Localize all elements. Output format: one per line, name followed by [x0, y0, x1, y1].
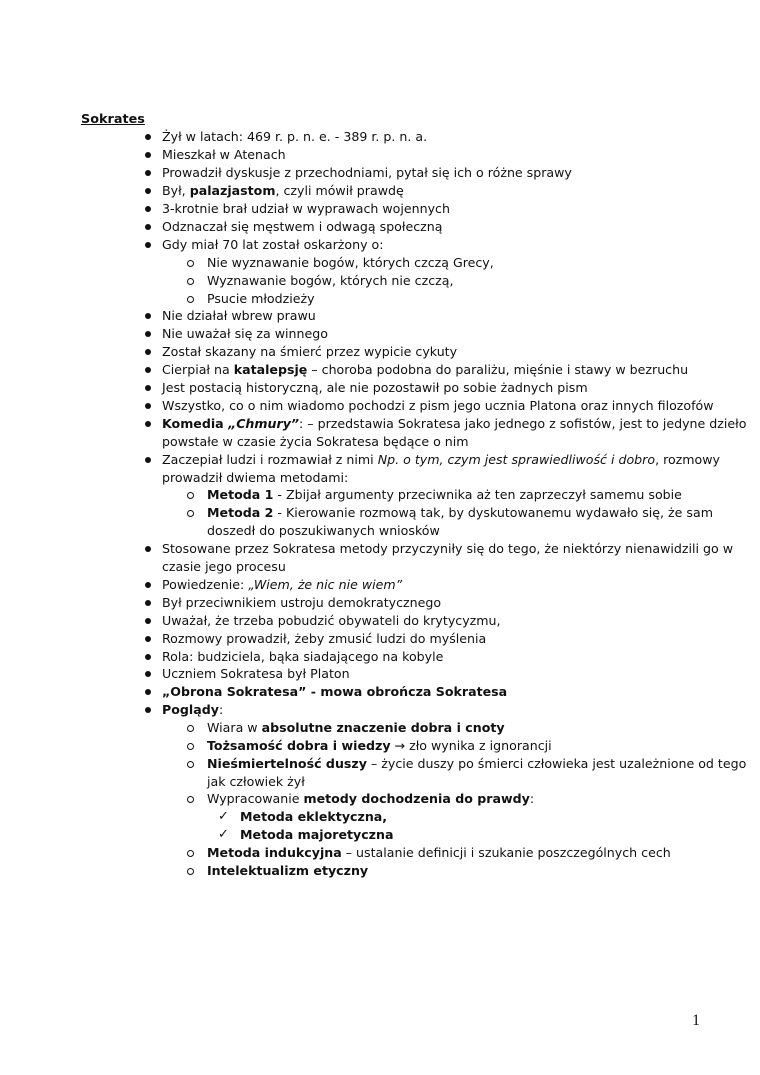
bullet-icon: [145, 546, 151, 552]
sub-bullet-icon: [187, 510, 194, 517]
list-item-continuation: prowadził dwiema metodami:: [162, 470, 349, 485]
list-item: Zaczepiał ludzi i rozmawiał z nimi Np. o tym, czym jest sprawiedliwość i dobro, rozmowy: [162, 452, 721, 467]
list-item: Nie działał wbrew prawu: [162, 308, 316, 323]
bullet-icon: [145, 349, 151, 355]
list-item: Rozmowy prowadził, żeby zmusić ludzi do myślenia: [162, 631, 487, 646]
sub-list-item-continuation: doszedł do poszukiwanych wniosków: [207, 523, 440, 538]
list-item: Gdy miał 70 lat został oskarżony o:: [162, 237, 384, 252]
section-title: Sokrates: [81, 112, 145, 127]
check-icon: ✓: [218, 809, 229, 824]
bullet-icon: [145, 367, 151, 373]
list-item: Cierpiał na katalepsję – choroba podobna do paraliżu, mięśnie i stawy w bezruchu: [162, 362, 689, 377]
bullet-icon: [145, 707, 151, 713]
list-item: Prowadził dyskusje z przechodniami, pytał się ich o różne sprawy: [162, 165, 572, 180]
list-item: „Obrona Sokratesa” - mowa obrończa Sokratesa: [162, 684, 508, 699]
list-item: 3-krotnie brał udział w wyprawach wojennych: [162, 201, 450, 216]
bullet-icon: [145, 421, 151, 427]
bullet-icon: [145, 689, 151, 695]
list-item: Rola: budziciela, bąka siadającego na kobyle: [162, 649, 444, 664]
list-item: Był, palazjastom, czyli mówił prawdę: [162, 183, 404, 198]
bullet-icon: [145, 242, 151, 248]
list-item: Odznaczał się męstwem i odwagą społeczną: [162, 219, 443, 234]
list-item: Powiedzenie: „Wiem, że nic nie wiem”: [162, 577, 403, 592]
sub-list-item: Nieśmiertelność duszy – życie duszy po śmierci człowieka jest uzależnione od tego: [207, 756, 747, 771]
sub-list-item: Wypracowanie metody dochodzenia do prawdy:: [207, 791, 535, 806]
sub-list-item: Wiara w absolutne znaczenie dobra i cnoty: [207, 720, 505, 735]
sub-bullet-icon: [187, 761, 194, 768]
bullet-icon: [145, 600, 151, 606]
sub-sub-list-item: Metoda majoretyczna: [240, 827, 394, 842]
sub-list-item: Wyznawanie bogów, których nie czczą,: [207, 273, 454, 288]
page-number: 1: [692, 1012, 700, 1029]
sub-bullet-icon: [187, 278, 194, 285]
sub-bullet-icon: [187, 492, 194, 499]
bullet-icon: [145, 152, 151, 158]
sub-list-item: Metoda 2 - Kierowanie rozmową tak, by dyskutowanemu wydawało się, że sam: [207, 505, 713, 520]
sub-list-item: Psucie młodzieży: [207, 291, 315, 306]
sub-list-item: Metoda 1 - Zbijał argumenty przeciwnika aż ten zaprzeczył samemu sobie: [207, 487, 682, 502]
list-item: Mieszkał w Atenach: [162, 147, 286, 162]
bullet-icon: [145, 385, 151, 391]
sub-sub-list-item: Metoda eklektyczna,: [240, 809, 388, 824]
list-item: Był przeciwnikiem ustroju demokratycznego: [162, 595, 442, 610]
list-item: Żył w latach: 469 r. p. n. e. - 389 r. p. n. a.: [162, 129, 428, 144]
bullet-icon: [145, 224, 151, 230]
bullet-icon: [145, 654, 151, 660]
sub-bullet-icon: [187, 743, 194, 750]
bullet-icon: [145, 313, 151, 319]
list-item-continuation: powstałe w czasie życia Sokratesa będące o nim: [162, 434, 469, 449]
sub-list-item: Tożsamość dobra i wiedzy → zło wynika z ignorancji: [207, 738, 552, 753]
bullet-icon: [145, 618, 151, 624]
sub-bullet-icon: [187, 260, 194, 267]
bullet-icon: [145, 671, 151, 677]
bullet-icon: [145, 636, 151, 642]
list-item: Poglądy:: [162, 702, 224, 717]
bullet-icon: [145, 582, 151, 588]
sub-bullet-icon: [187, 296, 194, 303]
bullet-icon: [145, 457, 151, 463]
sub-list-item: Intelektualizm etyczny: [207, 863, 369, 878]
list-item: Jest postacią historyczną, ale nie pozostawił po sobie żadnych pism: [162, 380, 588, 395]
bullet-icon: [145, 403, 151, 409]
sub-bullet-icon: [187, 868, 194, 875]
list-item: Został skazany na śmierć przez wypicie cykuty: [162, 344, 458, 359]
sub-bullet-icon: [187, 796, 194, 803]
bullet-icon: [145, 170, 151, 176]
list-item: Uczniem Sokratesa był Platon: [162, 666, 350, 681]
list-item-continuation: czasie jego procesu: [162, 559, 286, 574]
check-icon: ✓: [218, 827, 229, 842]
sub-list-item: Metoda indukcyjna – ustalanie definicji i szukanie poszczególnych cech: [207, 845, 671, 860]
sub-bullet-icon: [187, 850, 194, 857]
list-item: Uważał, że trzeba pobudzić obywateli do krytycyzmu,: [162, 613, 501, 628]
sub-bullet-icon: [187, 725, 194, 732]
bullet-icon: [145, 331, 151, 337]
sub-list-item-continuation: jak człowiek żył: [207, 774, 305, 789]
list-item: Komedia „Chmury”: – przedstawia Sokratesa jako jednego z sofistów, jest to jedyne dzieło: [162, 416, 747, 431]
bullet-icon: [145, 188, 151, 194]
sub-list-item: Nie wyznawanie bogów, których czczą Grecy,: [207, 255, 494, 270]
bullet-icon: [145, 134, 151, 140]
list-item: Wszystko, co o nim wiadomo pochodzi z pism jego ucznia Platona oraz innych filozofów: [162, 398, 714, 413]
bullet-icon: [145, 206, 151, 212]
list-item: Stosowane przez Sokratesa metody przyczyniły się do tego, że niektórzy nienawidzili go w: [162, 541, 734, 556]
list-item: Nie uważał się za winnego: [162, 326, 328, 341]
